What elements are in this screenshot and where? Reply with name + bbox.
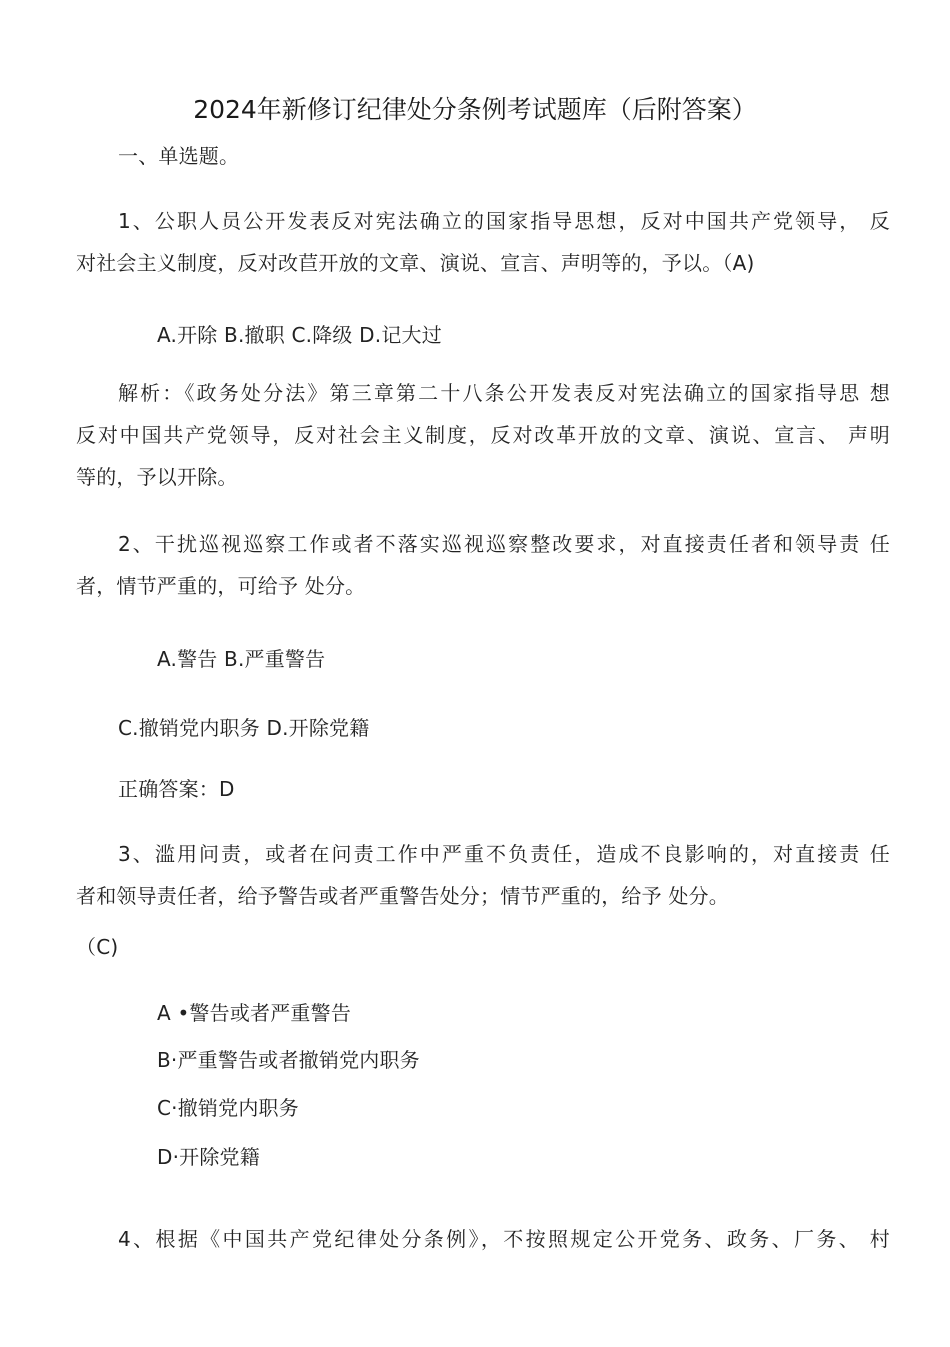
question-1-stem-line-1: 1、公职人员公开发表反对宪法确立的国家指导思想，反对中国共产党领导， 反 <box>118 209 890 233</box>
question-3-stem-line-2: 者和领导责任者，给予警告或者严重警告处分；情节严重的，给予 处分。 <box>76 884 729 908</box>
question-3-stem-line-1: 3、滥用问责，或者在问责工作中严重不负责任，造成不良影响的，对直接责 任 <box>118 842 890 866</box>
question-3-option-d: D·开除党籍 <box>157 1145 260 1169</box>
question-2-option-line-2: C.撤销党内职务 D.开除党籍 <box>118 716 370 740</box>
question-1-stem-line-2: 对社会主义制度，反对改苣开放的文章、演说、宣言、声明等的，予以。（A) <box>76 251 755 275</box>
question-3-option-b: B·严重警告或者撤销党内职务 <box>157 1048 420 1072</box>
document-title: 2024年新修订纪律处分条例考试题库（后附答案） <box>193 95 757 124</box>
question-2-option-line-1: A.警告 B.严重警告 <box>157 647 326 671</box>
question-3-option-a: A •警告或者严重警告 <box>157 1001 352 1025</box>
section-heading: 一、单选题。 <box>118 144 240 168</box>
question-2-answer: 正确答案：D <box>118 777 235 801</box>
question-2-stem-line-1: 2、干扰巡视巡察工作或者不落实巡视巡察整改要求，对直接责任者和领导责 任 <box>118 532 890 556</box>
question-3-option-c: C·撤销党内职务 <box>157 1096 299 1120</box>
question-1-options: A.开除 B.撤职 C.降级 D.记大过 <box>157 323 442 347</box>
question-4-stem-line-1: 4、根据《中国共产党纪律处分条例》，不按照规定公开党务、政务、厂务、 村 <box>118 1227 890 1251</box>
question-3-answer-marker: （C) <box>76 935 119 959</box>
question-1-analysis-line-2: 反对中国共产党领导，反对社会主义制度，反对改革开放的文章、演说、宣言、 声明 <box>76 423 890 447</box>
question-2-stem-line-2: 者，情节严重的，可给予 处分。 <box>76 574 366 598</box>
question-1-analysis-line-3: 等的，予以开除。 <box>76 465 238 489</box>
question-1-analysis-line-1: 解析：《政务处分法》第三章第二十八条公开发表反对宪法确立的国家指导思 想 <box>118 381 890 405</box>
